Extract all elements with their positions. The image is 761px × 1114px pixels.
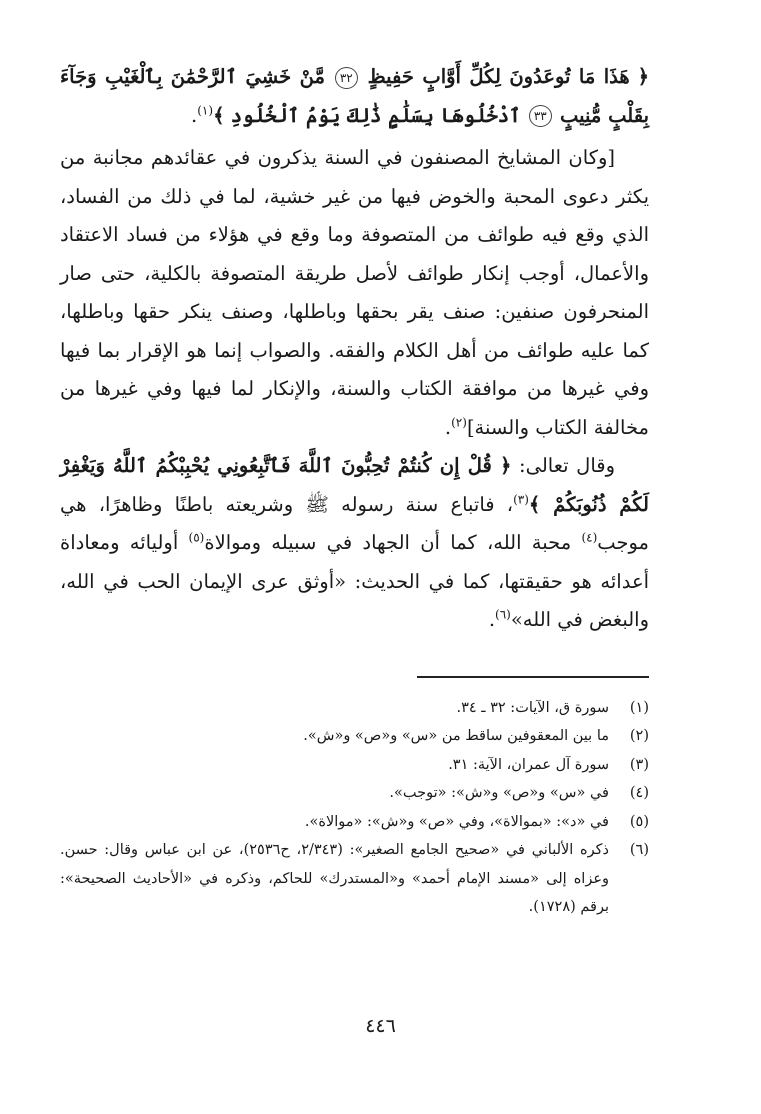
verse-part-3: ٱدْخُلُوهَا بِسَلَٰمٍ ذَٰلِكَ يَوْمُ ٱلْخُلُودِ [230, 103, 521, 127]
footnote-text: سورة آل عمران، الآية: ٣١. [448, 756, 609, 773]
footnote-divider [417, 676, 649, 678]
footnote-text: ذكره الألباني في «صحيح الجامع الصغير»: (٢/٣٤٣، ح٢٥٣٦)، عن ابن عباس وقال: حسن. وعزاه إلى «مسند الإمام أحمد» و«المستدرك» للحاكم، وذكره في «الأحاديث الصحيحة»: برقم (١٧٢٨). [60, 842, 610, 915]
footnote-text: ما بين المعقوفين ساقط من «س» و«ص» و«ش». [303, 728, 609, 744]
footnote [60, 808, 649, 837]
verse-number-marker: ٣٢ [335, 67, 358, 89]
paragraph-lead: وقال تعالى: [511, 454, 615, 477]
sentence-end: . [444, 415, 452, 439]
footnote-number: (٦) [629, 842, 649, 858]
paragraph-text: أوليائه ومعاداة أعدائه هو حقيقتها، كما في الحديث: «أوثق عرى الإيمان الحب في الله، والبغض في الله» [60, 531, 649, 631]
quran-quote: ﴿ قُلْ إِن كُنتُمْ تُحِبُّونَ ٱللَّهَ فَٱتَّبِعُونِي يُحْبِبْكُمُ ٱللَّهُ وَيَغْفِرْ لَكُمْ ذُنُوبَكُمْ ﴾ [60, 454, 649, 516]
footnote-number: (١) [629, 699, 649, 716]
footnote-ref: (٤) [581, 530, 598, 545]
footnote [60, 694, 649, 723]
footnote-ref: (١) [197, 103, 214, 117]
sentence-end: . [488, 608, 496, 631]
paragraph-text: محبة الله، كما أن الجهاد في سبيله وموالاة [204, 531, 582, 554]
footnote-text: في «د»: «بموالاة»، وفي «ص» و«ش»: «موالاة». [304, 813, 609, 830]
footnote-ref: (٥) [188, 530, 205, 545]
verse-open-bracket: ﴿ [637, 65, 650, 88]
footnote-ref: (٢) [451, 415, 467, 429]
footnote-number: (٤) [629, 785, 649, 801]
page-number: ٤٤٦ [365, 1015, 396, 1037]
footnote-number: (٥) [629, 813, 649, 830]
footnote-number: (٢) [629, 728, 649, 744]
footnote [60, 751, 649, 780]
footnote-ref: (٣) [513, 492, 529, 506]
paragraph [60, 447, 649, 640]
paragraph-text: ، فاتباع سنة رسوله ﷺ وشريعته باطنًا وظاهرًا، هي موجب [60, 492, 649, 554]
footnote [60, 836, 649, 922]
verse-part-1: هَذَا مَا تُوعَدُونَ لِكُلِّ أَوَّابٍ حَفِيظٍ [367, 65, 630, 88]
sentence-end: . [191, 103, 198, 127]
footnote [60, 779, 649, 808]
verse-close-bracket: ﴾ [213, 103, 225, 127]
paragraph [60, 139, 649, 447]
footnote-text: في «س» و«ص» و«ش»: «توجب». [389, 785, 609, 801]
footnotes-list [60, 694, 649, 922]
footnote-ref: (٦) [495, 607, 511, 622]
paragraph-text: [وكان المشايخ المصنفون في السنة يذكرون في عقائدهم مجانبة من يكثر دعوى المحبة والخوض فيها من غير خشية، لما في ذلك من الفساد، الذي وقع فيه طوائف من المتصوفة وما وقع في هؤلاء من فساد الاعتقاد والأعمال، أوجب إنكار طوائف لأصل طريقة المتصوفة بالكلية، حتى صار المنحرفون صنفين: صنف يقر بحقها وباطلها، وصنف ينكر حقها وباطلها، كما عليه طوائف من أهل الكلام والفقه. والصواب إنما هو الإقرار بما فيها وفي غيرها من موافقة الكتاب والسنة، والإنكار لما فيها وفي غيرها من مخالفة الكتاب والسنة] [60, 146, 649, 439]
quran-verse-block [60, 58, 649, 135]
footnote-number: (٣) [629, 756, 649, 773]
verse-number-marker: ٣٣ [529, 105, 552, 127]
footnote-text: سورة ق، الآيات: ٣٢ ـ ٣٤. [456, 699, 609, 716]
footnote [60, 722, 649, 751]
verse-part-2: مَّنْ خَشِيَ ٱلرَّحْمَٰنَ بِٱلْغَيْبِ وَجَآءَ بِقَلْبٍ مُّنِيبٍ [60, 65, 649, 127]
